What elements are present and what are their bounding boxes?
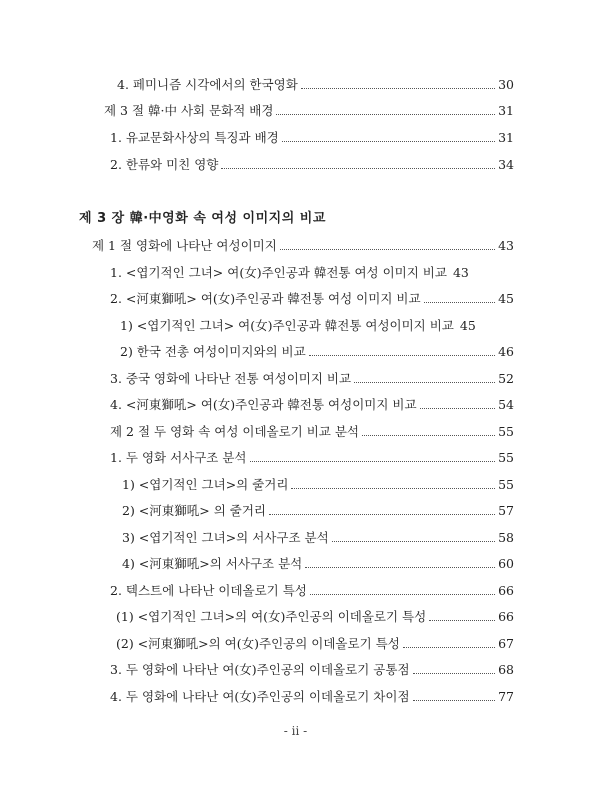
dot-leader: [282, 141, 495, 142]
toc-entry-label: 제 1 절 영화에 나타난 여성이미지: [92, 238, 277, 253]
toc-entry-label: 1) <엽기적인 그녀> 여(女)주인공과 韓전통 여성이미지 비교: [120, 318, 454, 333]
dot-leader: [276, 114, 495, 115]
toc-entry: [110, 443, 514, 465]
toc-entry-label: 1. 두 영화 서사구조 분석: [110, 450, 247, 465]
toc-entry-page: 31: [498, 130, 514, 145]
toc-entry-page: 34: [498, 157, 514, 172]
toc-entry-page: 55: [498, 450, 514, 465]
toc-entry-page: 52: [498, 371, 514, 386]
page-number-footer: - ii -: [283, 724, 308, 738]
dot-leader: [362, 435, 495, 436]
dot-leader: [403, 647, 495, 648]
dot-leader: [291, 488, 495, 489]
toc-entry-label: 1. 유교문화사상의 특징과 배경: [110, 130, 279, 145]
toc-entry-page: 45: [498, 291, 514, 306]
dot-leader: [332, 541, 495, 542]
dot-leader: [250, 461, 496, 462]
toc-entry-label: 제 2 절 두 영화 속 여성 이데올로기 비교 분석: [110, 424, 359, 439]
toc-entry-label: 2) <河東獅吼> 의 줄거리: [122, 503, 266, 518]
toc-entry-page: 54: [498, 397, 514, 412]
toc-entry-label: 2. 한류와 미친 영향: [110, 157, 219, 172]
toc-entry-page: 46: [498, 344, 514, 359]
toc-entry-page: 43: [498, 238, 514, 253]
toc-entry-page: 77: [498, 689, 514, 704]
dot-leader: [424, 302, 496, 303]
toc-entry: [110, 655, 514, 677]
toc-entry-page: 60: [498, 556, 514, 571]
toc-entry: [110, 417, 514, 439]
toc-entry-page: 30: [498, 77, 514, 92]
toc-entry: [110, 390, 514, 412]
dot-leader: [413, 673, 496, 674]
dot-leader: [221, 168, 495, 169]
toc-entry-page: 55: [498, 424, 514, 439]
toc-entry-page: 66: [498, 583, 514, 598]
dot-leader: [429, 620, 495, 621]
toc-entry: [116, 629, 514, 651]
toc-entry: [92, 231, 514, 253]
toc-entry-label: 4) <河東獅吼>의 서사구조 분석: [122, 556, 303, 571]
toc-entry-label: 1. <엽기적인 그녀> 여(女)주인공과 韓전통 여성 이미지 비교: [110, 265, 447, 280]
toc-entry-page: 57: [498, 503, 514, 518]
toc-entry-page: 66: [498, 609, 514, 624]
toc-entry-page: 58: [498, 530, 514, 545]
toc-entry-label: 4. 두 영화에 나타난 여(女)주인공의 이데올로기 차이점: [110, 689, 410, 704]
toc-entry: [122, 496, 514, 518]
toc-entry-label: 3. 두 영화에 나타난 여(女)주인공의 이데올로기 공통점: [110, 662, 410, 677]
toc-entry-label: 제 3 절 韓·中 사회 문화적 배경: [104, 103, 274, 118]
dot-leader: [420, 408, 496, 409]
dot-leader: [301, 88, 495, 89]
toc-entry-page: 31: [498, 103, 514, 118]
toc-entry: [117, 70, 514, 92]
toc-entry: [116, 602, 514, 624]
toc-entry: [122, 523, 514, 545]
toc-entry-label: 4. <河東獅吼> 여(女)주인공과 韓전통 여성이미지 비교: [110, 397, 417, 412]
dot-leader: [305, 567, 495, 568]
toc-entry: [122, 470, 514, 492]
chapter-heading: 제 3 장 韓·中영화 속 여성 이미지의 비교: [79, 211, 326, 226]
dot-leader: [309, 355, 495, 356]
toc-entry-page: 55: [498, 477, 514, 492]
toc-entry-label: 3) <엽기적인 그녀>의 서사구조 분석: [122, 530, 329, 545]
dot-leader: [310, 594, 495, 595]
toc-entry-page: 68: [498, 662, 514, 677]
toc-entry-label: 1) <엽기적인 그녀>의 줄거리: [122, 477, 289, 492]
toc-entry-page: 43: [452, 265, 469, 280]
toc-entry: [110, 123, 514, 145]
toc-entry: [104, 96, 514, 118]
toc-entry-label: 2) 한국 전총 여성이미지와의 비교: [120, 344, 306, 359]
toc-entry: [110, 284, 514, 306]
dot-leader: [413, 700, 496, 701]
toc-entry-label: (1) <엽기적인 그녀>의 여(女)주인공의 이데올로기 특성: [116, 609, 427, 624]
toc-entry: [120, 337, 514, 359]
toc-entry: [110, 682, 514, 704]
toc-entry: [110, 258, 514, 280]
toc-entry-page: 67: [498, 636, 514, 651]
toc-entry: [120, 311, 514, 333]
dot-leader: [280, 249, 495, 250]
toc-entry-label: 2. 텍스트에 나타난 이데올로기 특성: [110, 583, 307, 598]
dot-leader: [269, 514, 495, 515]
toc-entry-page: 45: [459, 318, 476, 333]
toc-entry-label: 4. 페미니즘 시각에서의 한국영화: [117, 77, 298, 92]
toc-entry: [110, 576, 514, 598]
toc-entry: [122, 549, 514, 571]
toc-entry-label: 3. 중국 영화에 나타난 전통 여성이미지 비교: [110, 371, 352, 386]
toc-entry-label: (2) <河東獅吼>의 여(女)주인공의 이데올로기 특성: [116, 636, 400, 651]
dot-leader: [354, 382, 495, 383]
toc-entry: [110, 150, 514, 172]
toc-entry: [110, 364, 514, 386]
toc-entry-label: 2. <河東獅吼> 여(女)주인공과 韓전통 여성 이미지 비교: [110, 291, 421, 306]
